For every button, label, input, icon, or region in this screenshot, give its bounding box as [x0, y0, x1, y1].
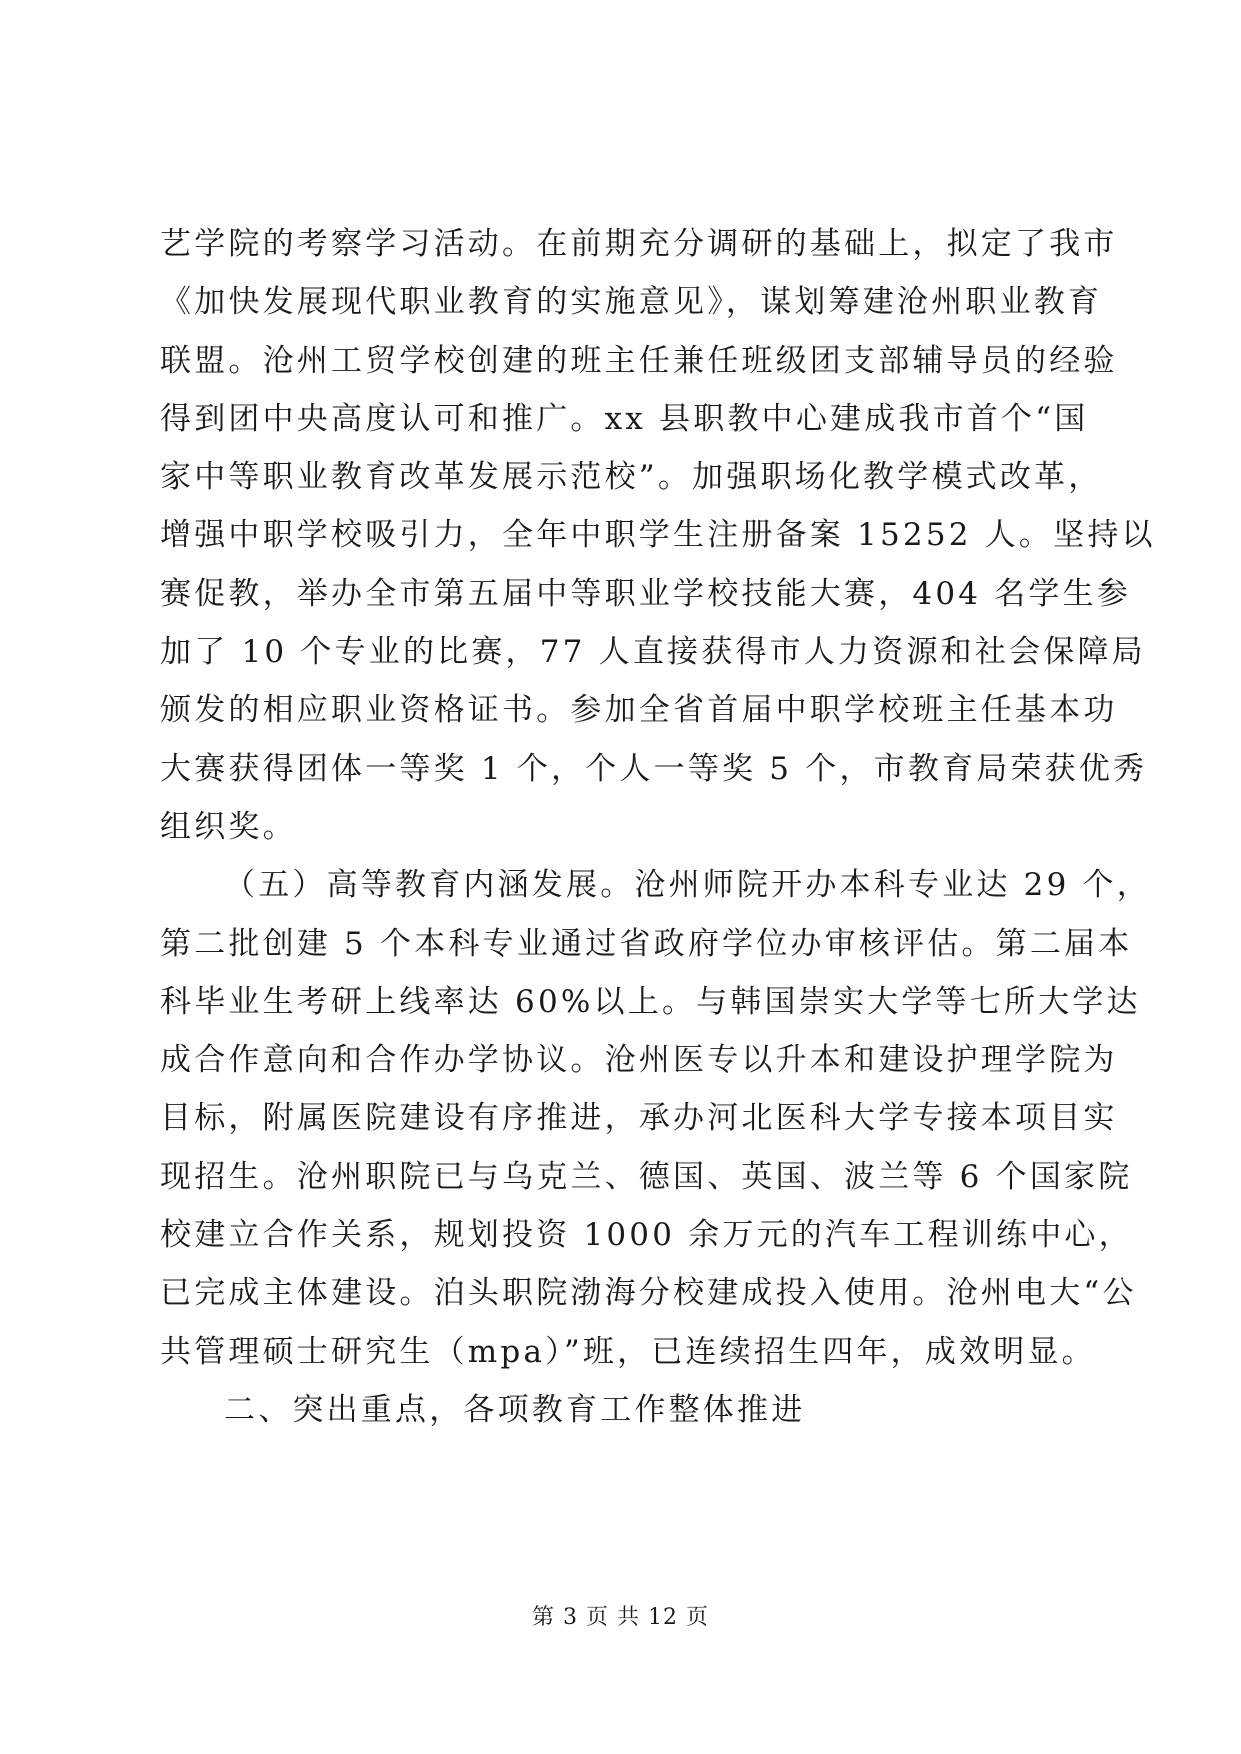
- text-line: 赛促教，举办全市第五届中等职业学校技能大赛，404 名学生参: [160, 575, 1132, 612]
- text-line: 第二批创建 5 个本科专业通过省政府学位办审核评估。第二届本: [160, 925, 1133, 962]
- text-line: 得到团中央高度认可和推广。xx 县职教中心建成我市首个“国: [160, 400, 1089, 437]
- text-line: 《加快发展现代职业教育的实施意见》，谋划筹建沧州职业教育: [160, 284, 1103, 321]
- text-line: 已完成主体建设。泊头职院渤海分校建成投入使用。沧州电大“公: [160, 1275, 1137, 1312]
- body-text: [160, 215, 1156, 1439]
- page-footer: 第 3 页 共 12 页: [532, 1605, 709, 1630]
- text-line: 加了 10 个专业的比赛，77 人直接获得市人力资源和社会保障局: [160, 634, 1146, 671]
- text-line: 艺学院的考察学习活动。在前期充分调研的基础上，拟定了我市: [160, 226, 1118, 262]
- text-line: 增强中职学校吸引力，全年中职学生注册备案 15252 人。坚持以: [160, 517, 1156, 554]
- text-line: 目标，附属医院建设有序推进，承办河北医科大学专接本项目实: [160, 1100, 1118, 1137]
- text-line: 大赛获得团体一等奖 1 个，个人一等奖 5 个，市教育局荣获优秀: [160, 750, 1148, 787]
- text-line: 联盟。沧州工贸学校创建的班主任兼任班级团支部辅导员的经验: [160, 342, 1118, 379]
- text-line: 家中等职业教育改革发展示范校”。加强职场化教学模式改革，: [160, 459, 1103, 496]
- text-line: 校建立合作关系，规划投资 1000 余万元的汽车工程训练中心，: [160, 1217, 1133, 1254]
- text-line: 颁发的相应职业资格证书。参加全省首届中职学校班主任基本功: [160, 692, 1118, 729]
- text-line: 现招生。沧州职院已与乌克兰、德国、英国、波兰等 6 个国家院: [160, 1158, 1133, 1195]
- text-line: （五）高等教育内涵发展。沧州师院开办本科专业达 29 个，: [224, 867, 1151, 904]
- text-line: 成合作意向和合作办学协议。沧州医专以升本和建设护理学院为: [160, 1042, 1118, 1079]
- text-line: 组织奖。: [160, 808, 297, 845]
- text-line: 科毕业生考研上线率达 60%以上。与韩国崇实大学等七所大学达: [160, 983, 1141, 1020]
- section-heading: 二、突出重点，各项教育工作整体推进: [224, 1391, 806, 1428]
- text-line: 共管理硕士研究生（mpa）”班，已连续招生四年，成效明显。: [160, 1333, 1096, 1370]
